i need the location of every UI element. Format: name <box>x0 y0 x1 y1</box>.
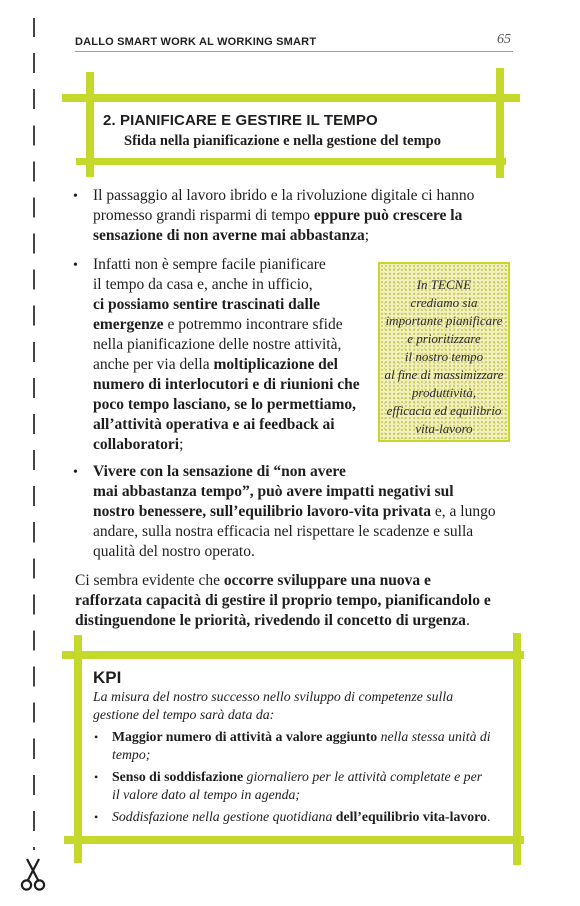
text-line: emergenze e potremmo incontrare sfide <box>93 316 343 333</box>
kpi-intro-line: gestione del tempo sarà data da: <box>93 707 275 722</box>
quote-line: vita-lavoro <box>415 421 473 436</box>
text-line: all’attività operativa e ai feedback ai <box>93 416 335 433</box>
kpi-item <box>112 768 482 804</box>
kpi-intro-line: La misura del nostro successo nello sviluppo di competenze sulla <box>93 689 454 704</box>
text-line: promesso grandi risparmi di tempo eppure può crescere la <box>93 207 463 224</box>
text-line: Vivere con la sensazione di “non avere <box>93 463 346 480</box>
quote-line: e prioritizzare <box>407 331 481 346</box>
closing-paragraph <box>75 571 491 631</box>
section-subtitle: Sfida nella pianificazione e nella gestione del tempo <box>124 133 441 149</box>
quote-line: al fine di massimizzare <box>384 367 504 382</box>
text-line: Senso di soddisfazione giornaliero per le attività completate e per <box>112 769 483 784</box>
text-line: Il passaggio al lavoro ibrido e la rivoluzione digitale ci hanno <box>93 187 475 204</box>
quote-line: In TECNE <box>416 277 472 292</box>
quote-line: efficacia ed equilibrio <box>386 403 502 418</box>
text-line: il valore dato al tempo in agenda; <box>112 787 301 802</box>
text-line: mai abbastanza tempo”, può avere impatti negativi sul <box>93 483 454 500</box>
bullet-marker: • <box>73 189 78 204</box>
text-line: distinguendone le priorità, rivedendo il concetto di urgenza. <box>75 612 470 629</box>
running-header <box>75 33 513 52</box>
text-line: sensazione di non averne mai abbastanza; <box>93 227 370 244</box>
kpi-item <box>112 808 490 826</box>
text-line: nella pianificazione delle nostre attività, <box>93 336 342 353</box>
bullet-marker: • <box>73 258 78 273</box>
text-line: collaboratori; <box>93 436 184 453</box>
bullet-paragraph <box>93 462 496 562</box>
kpi-item <box>112 728 491 764</box>
text-line: rafforzata capacità di gestire il proprio tempo, pianificandolo e <box>75 592 491 609</box>
page-number: 65 <box>497 32 511 47</box>
section-title: 2. PIANIFICARE E GESTIRE IL TEMPO <box>103 112 378 129</box>
quote-line: crediamo sia <box>410 295 478 310</box>
text-line: anche per via della moltiplicazione del <box>93 356 338 373</box>
scissors-icon <box>19 858 47 892</box>
cut-line-divider <box>33 18 35 850</box>
text-line: Ci sembra evidente che occorre sviluppare una nuova e <box>75 572 431 589</box>
text-line: qualità del nostro operato. <box>93 543 255 560</box>
text-line: tempo; <box>112 747 151 762</box>
quote-line: produttività, <box>411 385 477 400</box>
kpi-title: KPI <box>93 668 122 687</box>
kpi-bullet-marker: • <box>94 810 99 824</box>
bullet-paragraph <box>93 186 474 246</box>
text-line: Maggior numero di attività a valore aggiunto nella stessa unità di <box>112 729 491 744</box>
text-line: ci possiamo sentire trascinati dalle <box>93 296 321 313</box>
quote-line: importante pianificare <box>385 313 503 328</box>
text-line: il tempo da casa e, anche in ufficio, <box>93 276 313 293</box>
text-line: andare, sulla nostra efficacia nel rispettare le scadenze e sulla <box>93 523 474 540</box>
kpi-bullet-marker: • <box>94 730 99 744</box>
text-line: numero di interlocutori e di riunioni che <box>93 376 360 393</box>
kpi-bullet-marker: • <box>94 770 99 784</box>
bullet-marker: • <box>73 465 78 480</box>
quote-line: il nostro tempo <box>404 349 484 364</box>
kpi-intro <box>93 688 453 724</box>
text-line: Infatti non è sempre facile pianificare <box>93 256 326 273</box>
text-line: Soddisfazione nella gestione quotidiana dell’equilibrio vita-lavoro. <box>112 809 491 824</box>
quote-box <box>378 262 510 442</box>
bullet-paragraph <box>93 255 360 455</box>
quote-text <box>380 276 508 438</box>
running-header-title: DALLO SMART WORK AL WORKING SMART <box>75 36 317 48</box>
text-line: poco tempo lasciano, se lo permettiamo, <box>93 396 357 413</box>
text-line: nostro benessere, sull’equilibrio lavoro-vita privata e, a lungo <box>93 503 496 520</box>
